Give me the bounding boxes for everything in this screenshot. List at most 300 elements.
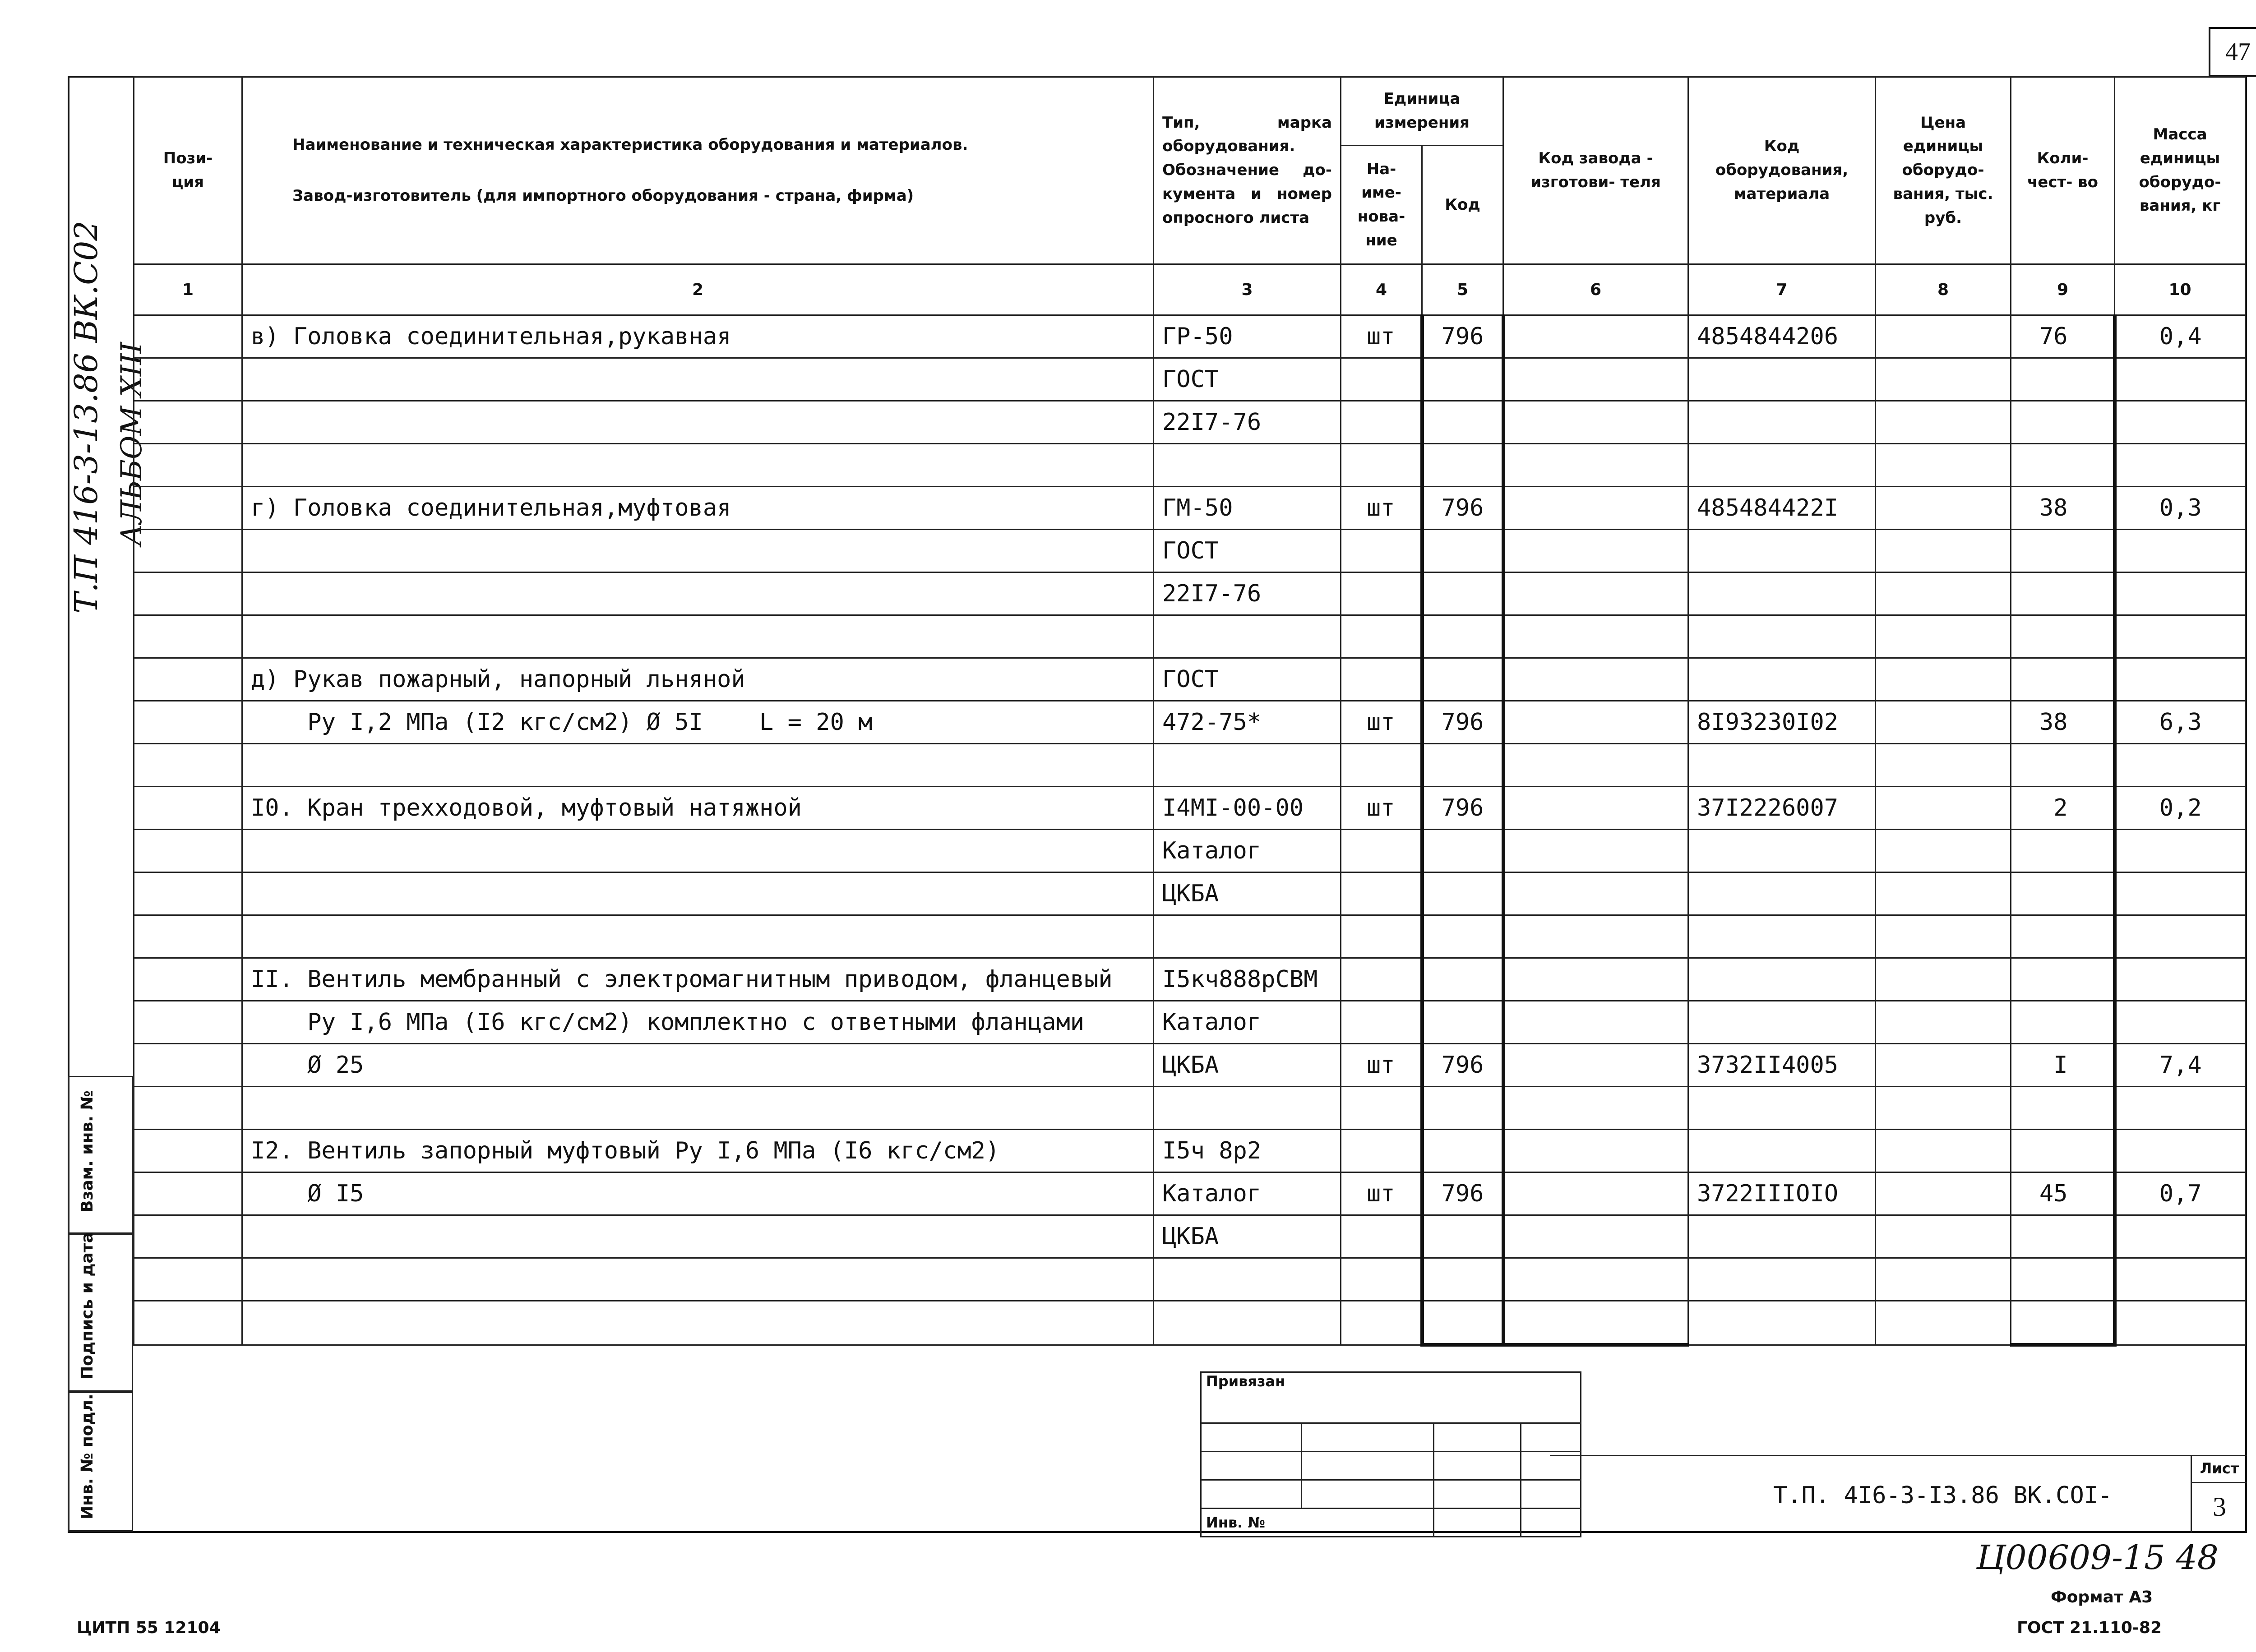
cell-ucode [1422, 1301, 1503, 1345]
page-number: 47 [2225, 38, 2251, 66]
cell-mass: 0,2 [2115, 787, 2246, 830]
cell-unit [1341, 1087, 1422, 1130]
table-row [134, 358, 2246, 401]
cell-qty [2011, 1001, 2115, 1044]
cell-unit [1341, 658, 1422, 701]
cell-ucode [1422, 572, 1503, 615]
cell-qty [2011, 615, 2115, 658]
cell-maker [1503, 572, 1688, 615]
cell-code [1688, 1130, 1876, 1172]
cell-ucode: 796 [1422, 1172, 1503, 1215]
cell-qty [2011, 830, 2115, 872]
cell-pos [134, 530, 242, 572]
cell-maker [1503, 744, 1688, 787]
stamp-inv-no: Инв. № [1201, 1509, 1434, 1537]
cell-code [1688, 1087, 1876, 1130]
cell-name [242, 358, 1154, 401]
cell-name [242, 530, 1154, 572]
cell-name: II. Вентиль мембранный с электромагнитным приводом, фланцевый [242, 958, 1154, 1001]
cell-type [1154, 744, 1341, 787]
cell-pos [134, 1258, 242, 1301]
cell-type: ГМ-50 [1154, 487, 1341, 530]
cell-ucode: 796 [1422, 1044, 1503, 1087]
cell-pos [134, 572, 242, 615]
cell-name [242, 830, 1154, 872]
cell-qty [2011, 1215, 2115, 1258]
cell-pos [134, 315, 242, 358]
cell-price [1876, 701, 2011, 744]
cell-mass [2115, 1258, 2246, 1301]
cell-ucode [1422, 1001, 1503, 1044]
cell-ucode [1422, 1258, 1503, 1301]
table-row [134, 572, 2246, 615]
cell-qty: 45 [2011, 1172, 2115, 1215]
cell-price [1876, 530, 2011, 572]
cell-maker [1503, 315, 1688, 358]
margin-note-1: Т.П 416-3-13.86 ВК.С02 [68, 221, 105, 614]
cell-price [1876, 744, 2011, 787]
cell-code [1688, 358, 1876, 401]
cell-name: Ø I5 [242, 1172, 1154, 1215]
cell-code [1688, 830, 1876, 872]
cell-qty: 76 [2011, 315, 2115, 358]
binding-stamp [1200, 1371, 1581, 1537]
cell-price [1876, 615, 2011, 658]
cell-unit: шт [1341, 701, 1422, 744]
table-row [134, 787, 2246, 830]
cell-maker [1503, 530, 1688, 572]
cell-type: ЦКБА [1154, 1215, 1341, 1258]
cell-price [1876, 401, 2011, 444]
cell-type: ГР-50 [1154, 315, 1341, 358]
cell-code: 4854844206 [1688, 315, 1876, 358]
cell-type: ГОСТ [1154, 530, 1341, 572]
cell-price [1876, 1258, 2011, 1301]
cell-code [1688, 1001, 1876, 1044]
column-number: 10 [2115, 264, 2246, 315]
cell-unit [1341, 1215, 1422, 1258]
cell-ucode [1422, 530, 1503, 572]
cell-price [1876, 872, 2011, 915]
cell-unit [1341, 530, 1422, 572]
cell-unit [1341, 358, 1422, 401]
cell-qty [2011, 658, 2115, 701]
cell-code [1688, 872, 1876, 915]
cell-qty [2011, 401, 2115, 444]
cell-ucode [1422, 401, 1503, 444]
cell-maker [1503, 787, 1688, 830]
cell-name [242, 915, 1154, 958]
cell-qty: 2 [2011, 787, 2115, 830]
footer-right: ГОСТ 21.110-82 [2017, 1619, 2162, 1637]
cell-pos [134, 1087, 242, 1130]
cell-price [1876, 658, 2011, 701]
cell-type [1154, 444, 1341, 487]
cell-code [1688, 658, 1876, 701]
cell-price [1876, 1130, 2011, 1172]
table-row [134, 1215, 2246, 1258]
cell-qty: I [2011, 1044, 2115, 1087]
cell-maker [1503, 615, 1688, 658]
table-row [134, 958, 2246, 1001]
cell-unit: шт [1341, 1044, 1422, 1087]
cell-mass [2115, 958, 2246, 1001]
cell-maker [1503, 872, 1688, 915]
cell-ucode [1422, 958, 1503, 1001]
cell-qty [2011, 1130, 2115, 1172]
header-unit-group: Единица измерения [1341, 77, 1503, 146]
cell-qty [2011, 1301, 2115, 1345]
table-row [134, 401, 2246, 444]
header-unit-name: На- име- нова- ние [1341, 146, 1422, 264]
cell-code [1688, 615, 1876, 658]
cell-type: I5кч888рСВМ [1154, 958, 1341, 1001]
column-number: 7 [1688, 264, 1876, 315]
table-row [134, 1172, 2246, 1215]
cell-maker [1503, 487, 1688, 530]
cell-price [1876, 1001, 2011, 1044]
header-name-main: Наименование и техническая характеристика оборудования и материалов. [292, 135, 968, 154]
cell-pos [134, 1215, 242, 1258]
cell-code: 8I93230I02 [1688, 701, 1876, 744]
cell-type [1154, 1258, 1341, 1301]
table-row [134, 1001, 2246, 1044]
format-label: Формат А3 [2051, 1588, 2153, 1606]
cell-pos [134, 872, 242, 915]
cell-maker [1503, 1001, 1688, 1044]
cell-type: ЦКБА [1154, 1044, 1341, 1087]
cell-mass: 0,4 [2115, 315, 2246, 358]
cell-maker [1503, 658, 1688, 701]
table-row [134, 1087, 2246, 1130]
column-number: 4 [1341, 264, 1422, 315]
cell-mass [2115, 530, 2246, 572]
cell-name: I2. Вентиль запорный муфтовый Ру I,6 МПа (I6 кгс/см2) [242, 1130, 1154, 1172]
cell-type: Каталог [1154, 1001, 1341, 1044]
cell-mass [2115, 572, 2246, 615]
cell-pos [134, 658, 242, 701]
cell-code [1688, 530, 1876, 572]
table-row [134, 530, 2246, 572]
cell-mass [2115, 915, 2246, 958]
cell-unit [1341, 572, 1422, 615]
cell-maker [1503, 701, 1688, 744]
cell-mass [2115, 401, 2246, 444]
cell-name: Ру I,6 МПа (I6 кгс/см2) комплектно с ответными фланцами [242, 1001, 1154, 1044]
cell-mass [2115, 615, 2246, 658]
table-row [134, 1301, 2246, 1345]
cell-name [242, 444, 1154, 487]
header-price: Цена единицы оборудо- вания, тыс. руб. [1876, 77, 2011, 264]
column-number: 6 [1503, 264, 1688, 315]
cell-maker [1503, 1130, 1688, 1172]
cell-maker [1503, 1044, 1688, 1087]
cell-name [242, 1301, 1154, 1345]
cell-mass [2115, 444, 2246, 487]
cell-price [1876, 1172, 2011, 1215]
title-block-line [1550, 1455, 2247, 1456]
cell-unit: шт [1341, 487, 1422, 530]
header-maker-code: Код завода - изготови- теля [1503, 77, 1688, 264]
cell-mass [2115, 1215, 2246, 1258]
cell-price [1876, 830, 2011, 872]
cell-ucode [1422, 915, 1503, 958]
cell-name: д) Рукав пожарный, напорный льняной [242, 658, 1154, 701]
cell-mass: 6,3 [2115, 701, 2246, 744]
table-row [134, 1130, 2246, 1172]
cell-price [1876, 444, 2011, 487]
cell-code: 485484422I [1688, 487, 1876, 530]
cell-ucode: 796 [1422, 315, 1503, 358]
cell-mass [2115, 744, 2246, 787]
table-row [134, 1258, 2246, 1301]
cell-ucode: 796 [1422, 487, 1503, 530]
cell-name [242, 401, 1154, 444]
cell-qty: 38 [2011, 487, 2115, 530]
cell-mass [2115, 830, 2246, 872]
cell-pos [134, 401, 242, 444]
cell-code [1688, 958, 1876, 1001]
cell-pos [134, 1130, 242, 1172]
header-type: Тип, марка оборудования. Обозначение до- кумента и номер опросного листа [1154, 77, 1341, 264]
header-mass: Масса единицы оборудо- вания, кг [2115, 77, 2246, 264]
cell-price [1876, 1044, 2011, 1087]
cell-pos [134, 444, 242, 487]
cell-price [1876, 572, 2011, 615]
cell-maker [1503, 358, 1688, 401]
header-name-sub: Завод-изготовитель (для импортного оборудования - страна, фирма) [292, 186, 914, 205]
side-label-inventory: Инв. № подл. [78, 1394, 97, 1519]
cell-mass: 0,3 [2115, 487, 2246, 530]
cell-pos [134, 1044, 242, 1087]
cell-name: I0. Кран трехходовой, муфтовый натяжной [242, 787, 1154, 830]
cell-name [242, 872, 1154, 915]
cell-name [242, 1087, 1154, 1130]
header-equipment-code: Код оборудования, материала [1688, 77, 1876, 264]
cell-name [242, 1258, 1154, 1301]
cell-pos [134, 744, 242, 787]
cell-type [1154, 1301, 1341, 1345]
cell-qty [2011, 572, 2115, 615]
cell-name: Ру I,2 МПа (I2 кгс/см2) Ø 5I L = 20 м [242, 701, 1154, 744]
cell-unit [1341, 830, 1422, 872]
cell-type: Каталог [1154, 830, 1341, 872]
cell-unit [1341, 1130, 1422, 1172]
cell-pos [134, 615, 242, 658]
cell-ucode: 796 [1422, 701, 1503, 744]
table-row [134, 1044, 2246, 1087]
cell-type: 22I7-76 [1154, 572, 1341, 615]
cell-unit [1341, 872, 1422, 915]
cell-mass [2115, 658, 2246, 701]
table-row [134, 701, 2246, 744]
cell-qty [2011, 958, 2115, 1001]
cell-type: 472-75* [1154, 701, 1341, 744]
cell-unit [1341, 915, 1422, 958]
table-row [134, 444, 2246, 487]
cell-price [1876, 315, 2011, 358]
cell-unit: шт [1341, 315, 1422, 358]
cell-pos [134, 1172, 242, 1215]
cell-qty [2011, 444, 2115, 487]
table-row [134, 487, 2246, 530]
cell-ucode [1422, 358, 1503, 401]
cell-unit [1341, 1258, 1422, 1301]
cell-code [1688, 744, 1876, 787]
cell-type [1154, 915, 1341, 958]
cell-code [1688, 401, 1876, 444]
sheet-label: Лист [2192, 1455, 2247, 1483]
cell-maker [1503, 1087, 1688, 1130]
cell-qty [2011, 744, 2115, 787]
table-row [134, 658, 2246, 701]
sheet-box [2191, 1455, 2247, 1533]
cell-price [1876, 787, 2011, 830]
table-row [134, 615, 2246, 658]
cell-pos [134, 1001, 242, 1044]
cell-qty [2011, 1258, 2115, 1301]
cell-mass [2115, 872, 2246, 915]
cell-mass [2115, 1130, 2246, 1172]
cell-type [1154, 615, 1341, 658]
cell-ucode [1422, 1087, 1503, 1130]
table-body [134, 315, 2246, 1345]
cell-pos [134, 958, 242, 1001]
table-row [134, 915, 2246, 958]
column-number: 8 [1876, 264, 2011, 315]
cell-price [1876, 915, 2011, 958]
cell-type: I5ч 8р2 [1154, 1130, 1341, 1172]
side-cell-signature [68, 1234, 133, 1392]
cell-unit [1341, 958, 1422, 1001]
cell-qty [2011, 872, 2115, 915]
cell-mass [2115, 358, 2246, 401]
cell-unit [1341, 615, 1422, 658]
cell-ucode [1422, 615, 1503, 658]
column-number: 5 [1422, 264, 1503, 315]
column-number: 2 [242, 264, 1154, 315]
cell-maker [1503, 915, 1688, 958]
stamp-attached: Привязан [1201, 1372, 1581, 1423]
cell-ucode: 796 [1422, 787, 1503, 830]
cell-code [1688, 915, 1876, 958]
header-name [242, 77, 1154, 264]
cell-unit [1341, 1001, 1422, 1044]
cell-unit [1341, 744, 1422, 787]
cell-pos [134, 787, 242, 830]
cell-qty [2011, 915, 2115, 958]
side-stamp [68, 1076, 133, 1532]
cell-price [1876, 1087, 2011, 1130]
side-cell-inventory [68, 1392, 133, 1532]
cell-ucode [1422, 444, 1503, 487]
column-number: 3 [1154, 264, 1341, 315]
cell-mass: 0,7 [2115, 1172, 2246, 1215]
cell-price [1876, 958, 2011, 1001]
cell-code [1688, 1258, 1876, 1301]
cell-ucode [1422, 658, 1503, 701]
cell-mass: 7,4 [2115, 1044, 2246, 1087]
side-label-signature: Подпись и дата [78, 1232, 97, 1380]
cell-code: 3732II4005 [1688, 1044, 1876, 1087]
cell-maker [1503, 1215, 1688, 1258]
cell-ucode [1422, 872, 1503, 915]
cell-pos [134, 358, 242, 401]
cell-type: 22I7-76 [1154, 401, 1341, 444]
cell-ucode [1422, 744, 1503, 787]
cell-mass [2115, 1301, 2246, 1345]
cell-maker [1503, 1172, 1688, 1215]
cell-code [1688, 572, 1876, 615]
cell-unit [1341, 1301, 1422, 1345]
cell-maker [1503, 1301, 1688, 1345]
column-number: 9 [2011, 264, 2115, 315]
document-code: Т.П. 4I6-3-I3.86 ВК.СОI- [1773, 1482, 2113, 1509]
cell-name [242, 1215, 1154, 1258]
cell-type [1154, 1087, 1341, 1130]
cell-qty [2011, 1087, 2115, 1130]
cell-pos [134, 487, 242, 530]
table-row [134, 830, 2246, 872]
cell-type: ГОСТ [1154, 658, 1341, 701]
cell-ucode [1422, 830, 1503, 872]
cell-maker [1503, 830, 1688, 872]
cell-type: Каталог [1154, 1172, 1341, 1215]
footer-left: ЦИТП 55 12104 [77, 1619, 221, 1637]
cell-maker [1503, 444, 1688, 487]
cell-pos [134, 915, 242, 958]
cell-pos [134, 830, 242, 872]
side-cell-replace [68, 1076, 133, 1234]
cell-unit: шт [1341, 1172, 1422, 1215]
cell-name: Ø 25 [242, 1044, 1154, 1087]
cell-ucode [1422, 1215, 1503, 1258]
header-position: Пози- ция [134, 77, 242, 264]
cell-unit: шт [1341, 787, 1422, 830]
cell-unit [1341, 401, 1422, 444]
cell-qty [2011, 358, 2115, 401]
margin-note-2: АЛЬБОМ XIII [115, 342, 148, 546]
cell-maker [1503, 1258, 1688, 1301]
cell-price [1876, 1301, 2011, 1345]
side-label-replace: Взам. инв. № [78, 1090, 97, 1213]
cell-price [1876, 1215, 2011, 1258]
cell-name: г) Головка соединительная,муфтовая [242, 487, 1154, 530]
header-quantity: Коли- чест- во [2011, 77, 2115, 264]
cell-code [1688, 1301, 1876, 1345]
cell-mass [2115, 1087, 2246, 1130]
cell-qty: 38 [2011, 701, 2115, 744]
cell-code [1688, 444, 1876, 487]
cell-price [1876, 487, 2011, 530]
specification-table [133, 76, 2246, 1347]
page-number-box [2209, 27, 2256, 77]
sheet-number: 3 [2213, 1492, 2226, 1522]
cell-name [242, 572, 1154, 615]
cell-maker [1503, 401, 1688, 444]
cell-name: в) Головка соединительная,рукавная [242, 315, 1154, 358]
cell-pos [134, 1301, 242, 1345]
cell-name [242, 744, 1154, 787]
cell-code: 3722IIIOIO [1688, 1172, 1876, 1215]
cell-mass [2115, 1001, 2246, 1044]
table-row [134, 744, 2246, 787]
handwritten-code: Ц00609-15 48 [1976, 1538, 2219, 1577]
cell-type: ГОСТ [1154, 358, 1341, 401]
cell-maker [1503, 958, 1688, 1001]
cell-code [1688, 1215, 1876, 1258]
cell-ucode [1422, 1130, 1503, 1172]
